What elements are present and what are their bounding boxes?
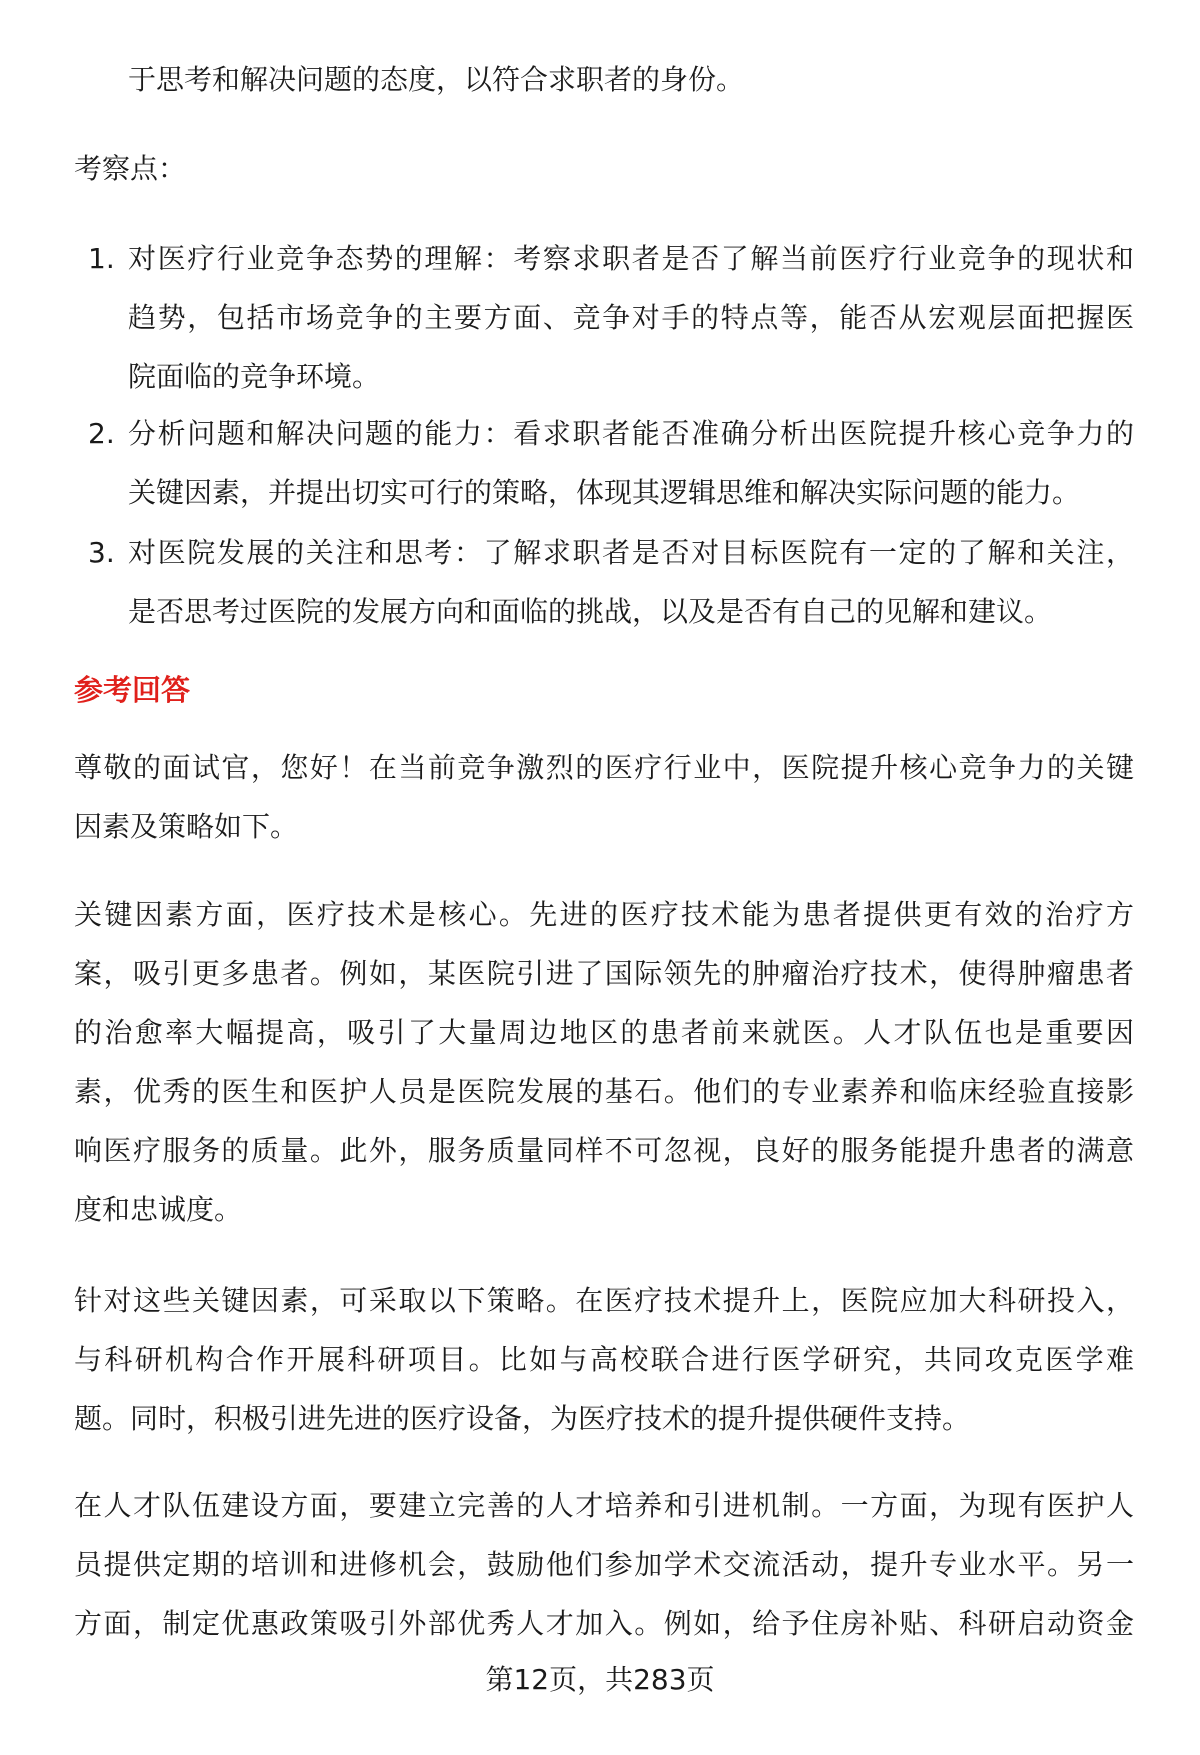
- exam-point-item: [88, 523, 1134, 641]
- text-line: 关键因素方面，医疗技术是核心。先进的医疗技术能为患者提供更有效的治疗方: [74, 898, 1134, 931]
- answer-paragraph: [74, 885, 1134, 1239]
- text-line: 与科研机构合作开展科研项目。比如与高校联合进行医学研究，共同攻克医学难: [74, 1343, 1134, 1376]
- text-line: 于思考和解决问题的态度，以符合求职者的身份。: [128, 63, 745, 96]
- text-line: 响医疗服务的质量。此外，服务质量同样不可忽视，良好的服务能提升患者的满意: [74, 1134, 1134, 1167]
- answer-paragraph: [74, 738, 1134, 856]
- text-line: 素，优秀的医生和医护人员是医院发展的基石。他们的专业素养和临床经验直接影: [74, 1075, 1134, 1108]
- exam-point-item: [88, 404, 1134, 522]
- text-line: 员提供定期的培训和进修机会，鼓励他们参加学术交流活动，提升专业水平。另一: [74, 1548, 1134, 1581]
- page-number-footer: 第12页，共283页: [485, 1663, 715, 1696]
- text-line: 方面，制定优惠政策吸引外部优秀人才加入。例如，给予住房补贴、科研启动资金: [74, 1607, 1134, 1640]
- list-number: 3.: [88, 536, 115, 569]
- text-line: 对医疗行业竞争态势的理解：考察求职者是否了解当前医疗行业竞争的现状和: [128, 242, 1134, 275]
- text-line: 因素及策略如下。: [74, 810, 299, 843]
- text-line: 是否思考过医院的发展方向和面临的挑战，以及是否有自己的见解和建议。: [128, 595, 1053, 628]
- text-line: 度和忠诚度。: [74, 1193, 243, 1226]
- text-line: 关键因素，并提出切实可行的策略，体现其逻辑思维和解决实际问题的能力。: [128, 476, 1081, 509]
- text-line: 尊敬的面试官，您好！在当前竞争激烈的医疗行业中，医院提升核心竞争力的关键: [74, 751, 1134, 784]
- answer-paragraph: [74, 1271, 1134, 1448]
- text-line: 对医院发展的关注和思考：了解求职者是否对目标医院有一定的了解和关注，: [128, 536, 1134, 569]
- text-line: 院面临的竞争环境。: [128, 360, 381, 393]
- list-number: 1.: [88, 242, 115, 275]
- text-line: 针对这些关键因素，可采取以下策略。在医疗技术提升上，医院应加大科研投入，: [74, 1284, 1134, 1317]
- text-line: 的治愈率大幅提高，吸引了大量周边地区的患者前来就医。人才队伍也是重要因: [74, 1016, 1134, 1049]
- exam-points-label: 考察点：: [74, 152, 187, 185]
- text-line: 在人才队伍建设方面，要建立完善的人才培养和引进机制。一方面，为现有医护人: [74, 1489, 1134, 1522]
- exam-point-item: [88, 229, 1134, 406]
- answer-heading: 参考回答: [74, 673, 191, 707]
- continuation-text: [128, 50, 744, 109]
- list-number: 2.: [88, 417, 115, 450]
- text-line: 题。同时，积极引进先进的医疗设备，为医疗技术的提升提供硬件支持。: [74, 1402, 971, 1435]
- text-line: 分析问题和解决问题的能力：看求职者能否准确分析出医院提升核心竞争力的: [128, 417, 1134, 450]
- text-line: 趋势，包括市场竞争的主要方面、竞争对手的特点等，能否从宏观层面把握医: [128, 301, 1134, 334]
- answer-paragraph: [74, 1476, 1134, 1653]
- text-line: 案，吸引更多患者。例如，某医院引进了国际领先的肿瘤治疗技术，使得肿瘤患者: [74, 957, 1134, 990]
